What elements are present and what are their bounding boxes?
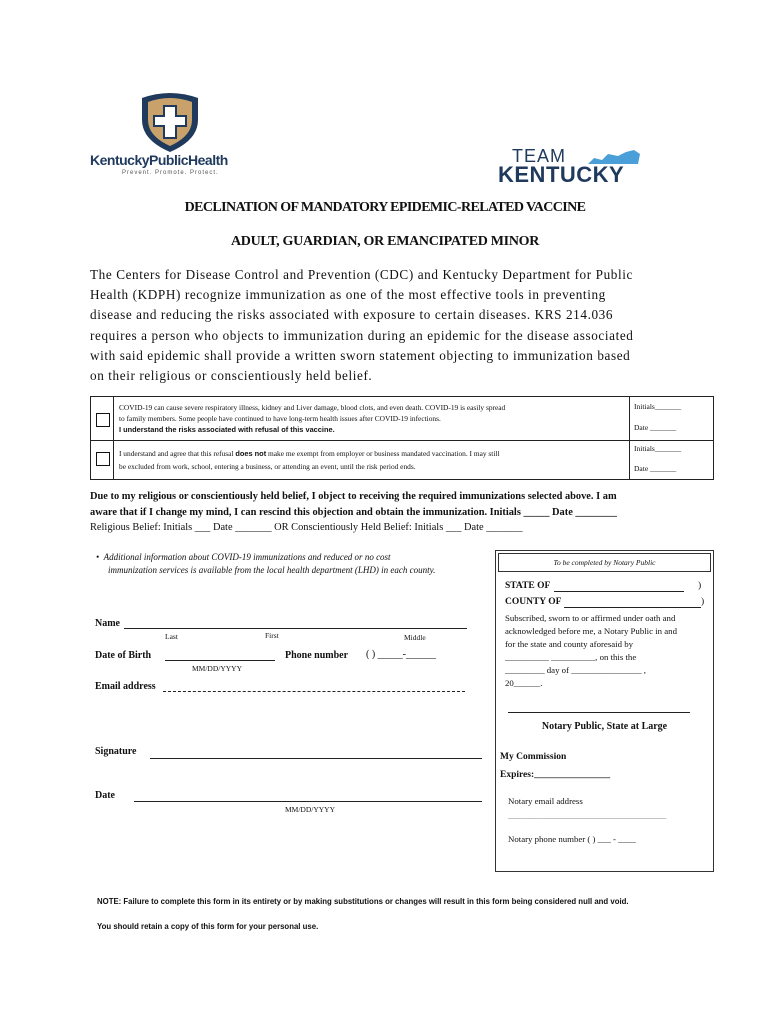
oath-line[interactable]: __________ __________, on this the bbox=[505, 652, 637, 662]
initials-field[interactable]: Initials_______ bbox=[634, 444, 682, 453]
risk-statement bbox=[119, 402, 627, 435]
date-field[interactable]: Date _______ bbox=[634, 423, 677, 432]
commission-expires[interactable]: Expires:________________ bbox=[500, 770, 611, 780]
name-input[interactable] bbox=[124, 628, 467, 629]
oath-line[interactable]: _________ day of ________________ , bbox=[505, 665, 646, 675]
kph-name: KentuckyPublicHealth bbox=[90, 152, 228, 168]
intro-line: disease and reducing the risks associated with exposure to certain diseases. KRS 214.036 bbox=[90, 307, 614, 323]
form-subtitle: ADULT, GUARDIAN, OR EMANCIPATED MINOR bbox=[230, 234, 540, 249]
risk-line: to family members. Some people have continued to have long-term health issues after COVID-19 infections. bbox=[119, 414, 441, 423]
date-field[interactable]: Date _______ bbox=[634, 464, 677, 473]
phone-label: Phone number bbox=[285, 650, 349, 661]
kph-tagline: Prevent. Promote. Protect. bbox=[122, 170, 219, 176]
notary-email-label: Notary email address bbox=[508, 796, 583, 806]
phone-input[interactable]: ( ) _____-______ bbox=[366, 649, 436, 660]
last-hint: Last bbox=[165, 632, 178, 641]
exemption-statement bbox=[119, 447, 627, 473]
team-kentucky-logo bbox=[498, 146, 648, 186]
oath-line: Subscribed, sworn to or affirmed under oath and bbox=[505, 613, 676, 623]
email-label: Email address bbox=[95, 681, 156, 692]
commission-label: My Commission bbox=[500, 752, 567, 762]
dob-input[interactable] bbox=[165, 660, 275, 661]
date-label: Date bbox=[95, 790, 115, 801]
does-not-emphasis: does not bbox=[235, 449, 267, 458]
bullet-icon: • bbox=[96, 552, 104, 562]
consent-table bbox=[90, 396, 714, 480]
bullet-line: immunization services is available from the local health department (LHD) in each county. bbox=[108, 564, 436, 575]
intro-line: Health (KDPH) recognize immunization as one of the most effective tools in preventing bbox=[90, 287, 606, 303]
form-title: DECLINATION OF MANDATORY EPIDEMIC-RELATED VACCINE bbox=[184, 200, 586, 215]
middle-hint: Middle bbox=[404, 633, 426, 642]
note-null-void: NOTE: Failure to complete this form in its entirety or by making substitutions or changes will result in this form being considered null and void. bbox=[97, 897, 629, 906]
risk-acknowledgement: I understand the risks associated with refusal of this vaccine. bbox=[119, 425, 335, 434]
oath-line[interactable]: 20______. bbox=[505, 678, 543, 688]
signature-input[interactable] bbox=[150, 758, 482, 759]
intro-line: The Centers for Disease Control and Prevention (CDC) and Kentucky Department for Public bbox=[90, 267, 633, 282]
kph-logo bbox=[90, 92, 260, 182]
name-label: Name bbox=[95, 618, 120, 629]
signature-label: Signature bbox=[95, 746, 137, 757]
intro-line: requires a person who objects to immunization during an epidemic for the disease associated bbox=[90, 327, 634, 343]
info-bullet bbox=[96, 551, 496, 576]
county-paren: ) bbox=[701, 597, 705, 607]
county-of-label: COUNTY OF bbox=[505, 597, 562, 607]
notary-signature-input[interactable] bbox=[508, 712, 690, 713]
bullet-text: Additional information about COVID-19 immunizations and reduced or no cost bbox=[103, 552, 391, 562]
notary-header-box: To be completed by Notary Public bbox=[498, 553, 711, 572]
intro-line: on their religious or conscientiously held belief. bbox=[90, 368, 373, 384]
initials-field[interactable]: Initials_______ bbox=[634, 402, 682, 411]
notary-oath-text bbox=[505, 612, 711, 690]
kentucky-text: KENTUCKY bbox=[498, 162, 625, 187]
risk-line: COVID-19 can cause severe respiratory illness, kidney and Liver damage, blood clots, and even death. COVID-19 is easily spread bbox=[119, 403, 506, 412]
exemption-line: be excluded from work, school, entering a business, or attending an event, until the risk period ends. bbox=[119, 462, 416, 471]
intro-line: with said epidemic shall provide a written sworn statement objecting to immunization based bbox=[90, 347, 631, 363]
exemption-line bbox=[119, 447, 627, 460]
first-hint: First bbox=[265, 631, 279, 640]
risk-checkbox[interactable] bbox=[96, 413, 110, 427]
date-input[interactable] bbox=[134, 801, 482, 802]
oath-line: acknowledged before me, a Notary Public in and bbox=[505, 626, 677, 636]
objection-statement bbox=[90, 489, 700, 536]
notary-phone-field[interactable]: Notary phone number ( ) ___ - ____ bbox=[508, 834, 636, 844]
exemption-checkbox[interactable] bbox=[96, 452, 110, 466]
exemption-text: I understand and agree that this refusal bbox=[119, 449, 236, 458]
dob-label: Date of Birth bbox=[95, 650, 152, 661]
objection-line: Due to my religious or conscientiously held belief, I object to receiving the required immunizations selected above. I am bbox=[90, 491, 617, 502]
belief-options: Religious Belief: Initials ___ Date _______ OR Conscientiously Held Belief: Initials ___ Date _______ bbox=[90, 522, 523, 533]
notary-box bbox=[495, 550, 714, 872]
oath-line: for the state and county aforesaid by bbox=[505, 639, 633, 649]
note-retain-copy: You should retain a copy of this form for your personal use. bbox=[97, 922, 319, 931]
state-of-input[interactable] bbox=[554, 591, 684, 592]
objection-line: aware that if I change my mind, I can rescind this objection and obtain the immunization. Initials _____ Date ________ bbox=[90, 506, 617, 518]
date-hint: MM/DD/YYYY bbox=[285, 805, 336, 814]
email-input[interactable] bbox=[163, 691, 465, 692]
kph-shield-icon bbox=[138, 92, 202, 154]
state-paren: ) bbox=[698, 581, 702, 591]
notary-title: Notary Public, State at Large bbox=[541, 721, 668, 732]
state-of-label: STATE OF bbox=[505, 581, 551, 591]
team-text: TEAM bbox=[512, 146, 567, 166]
dob-hint: MM/DD/YYYY bbox=[192, 664, 243, 673]
county-of-input[interactable] bbox=[564, 607, 701, 608]
intro-paragraph bbox=[90, 265, 690, 386]
exemption-text: make me exempt from employer or business mandated vaccination. I may still bbox=[266, 449, 500, 458]
notary-email-input[interactable]: ____________________________________ bbox=[508, 810, 667, 820]
bullet-line bbox=[96, 551, 496, 564]
